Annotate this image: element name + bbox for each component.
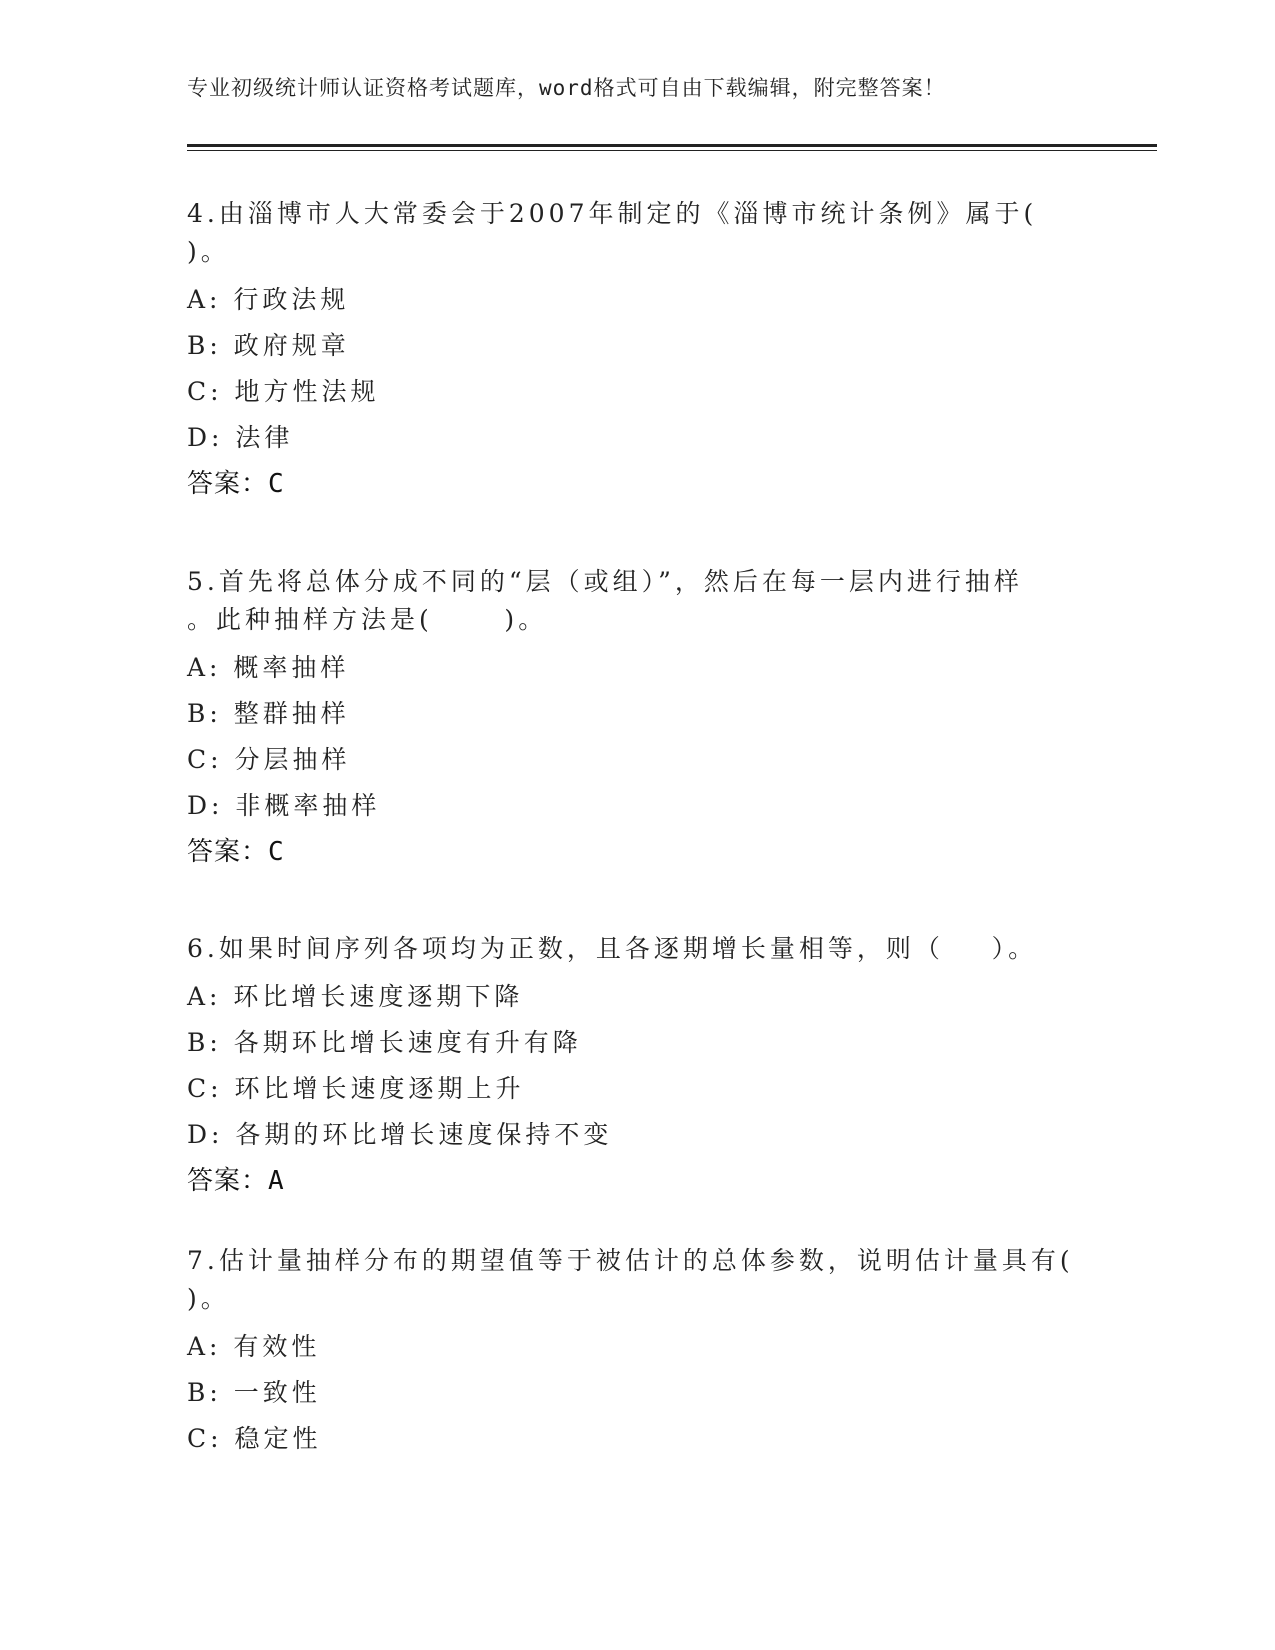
option-a: A: 有效性 [187,1332,321,1361]
answer-value: A [268,1166,285,1196]
option-b: B: 政府规章 [187,331,350,360]
answer-value: C [268,837,285,867]
option-d: D: 非概率抽样 [187,791,381,820]
option-a: A: 概率抽样 [187,653,350,682]
option-c: C: 分层抽样 [187,745,351,774]
question-6 [187,930,1087,1204]
question-4 [187,195,1087,507]
answer [187,461,1087,507]
option-d: D: 法律 [187,423,294,452]
header-rule-thick [187,144,1157,147]
page-header: 专业初级统计师认证资格考试题库，word格式可自由下载编辑，附完整答案！ [187,76,946,100]
question-text: 6.如果时间序列各项均为正数，且各逐期增长量相等，则（ ）。 [187,934,1038,963]
question-text: 5.首先将总体分成不同的“层（或组）”，然后在每一层内进行抽样 。此种抽样方法是( )。 [187,567,1023,634]
option-c: C: 稳定性 [187,1424,322,1453]
answer [187,829,1087,875]
question-7 [187,1242,1087,1462]
question-text: 7.估计量抽样分布的期望值等于被估计的总体参数，说明估计量具有( )。 [187,1246,1074,1313]
answer-label: 答案： [187,837,269,867]
answer-label: 答案： [187,1166,269,1196]
option-b: B: 整群抽样 [187,699,350,728]
option-a: A: 行政法规 [187,285,350,314]
option-b: B: 各期环比增长速度有升有降 [187,1028,582,1057]
option-a: A: 环比增长速度逐期下降 [187,982,524,1011]
header-rule-thin [187,150,1157,151]
option-d: D: 各期的环比增长速度保持不变 [187,1120,613,1149]
option-c: C: 地方性法规 [187,377,380,406]
option-c: C: 环比增长速度逐期上升 [187,1074,525,1103]
question-text: 4.由淄博市人大常委会于2007年制定的《淄博市统计条例》属于( )。 [187,199,1038,266]
option-b: B: 一致性 [187,1378,321,1407]
answer-label: 答案： [187,469,269,499]
question-5 [187,563,1087,875]
answer [187,1158,1087,1204]
answer-value: C [268,469,285,499]
